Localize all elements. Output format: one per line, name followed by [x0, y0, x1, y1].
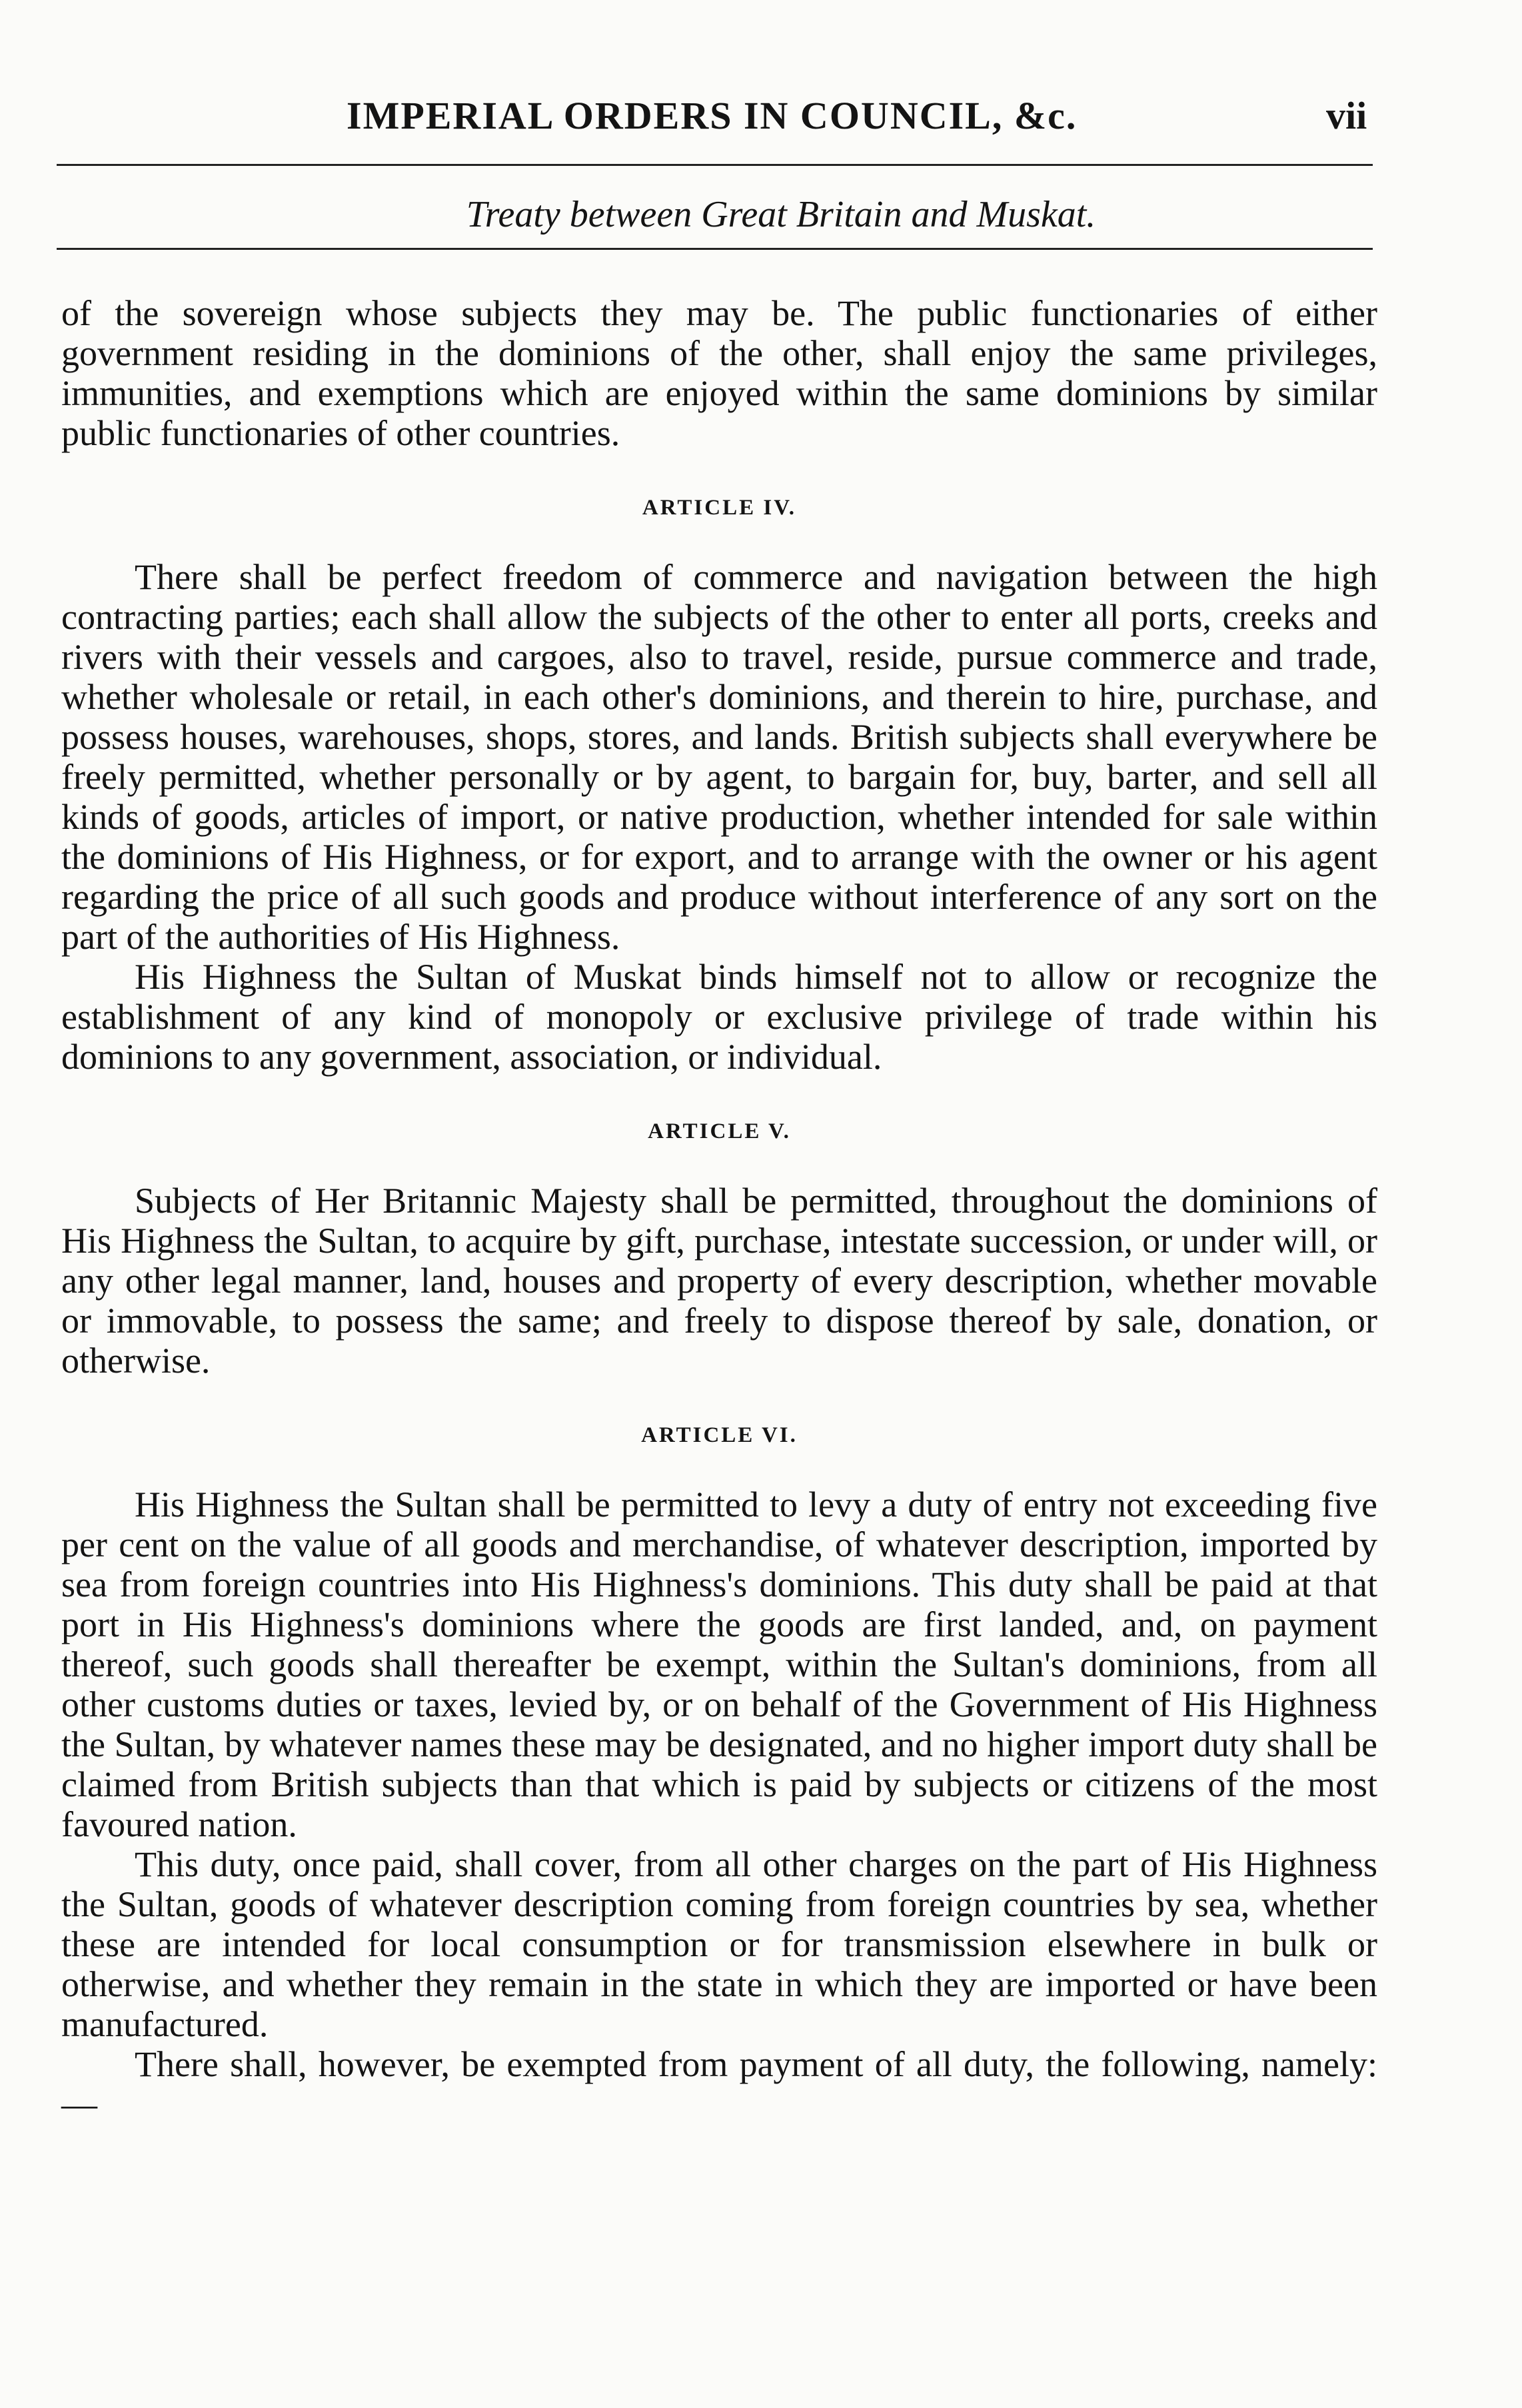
- running-title: IMPERIAL ORDERS IN COUNCIL, &c.: [347, 94, 1078, 137]
- article-6-paragraph-1: His Highness the Sultan shall be permitted to levy a duty of entry not exceeding five per cent on the value of all goods and merchandise, of whatever description, imported by sea from foreign countries into His Highness's dominions. This duty shall be paid at that port in His Highness's dominions where the goods are first landed, and, on payment thereof, such goods shall thereafter be exempt, within the Sultan's dominions, from all other customs duties or taxes, levied by, or on behalf of the Government of His Highness the Sultan, by whatever names these may be designated, and no higher import duty shall be claimed from British subjects than that which is paid by subjects or citizens of the most favoured nation.: [61, 1485, 1377, 1844]
- header-rule-bottom: [57, 248, 1373, 250]
- continuation-paragraph: of the sovereign whose subjects they may be. The public functionaries of either government residing in the dominions of the other, shall enjoy the same privileges, immunities, and exemptions which are enjoyed within the same dominions by similar public functionaries of other countries.: [61, 293, 1377, 453]
- article-4-paragraph-2: His Highness the Sultan of Muskat binds himself not to allow or recognize the establishment of any kind of monopoly or exclusive privilege of trade within his dominions to any government, association, or individual.: [61, 957, 1377, 1077]
- page-number: vii: [1326, 94, 1367, 137]
- article-4-heading: ARTICLE IV.: [642, 496, 797, 520]
- article-5-heading: ARTICLE V.: [648, 1119, 791, 1143]
- article-6-paragraph-3: There shall, however, be exempted from payment of all duty, the following, namely:—: [61, 2044, 1377, 2124]
- article-6-paragraph-2: This duty, once paid, shall cover, from all other charges on the part of His Highness the Sultan, goods of whatever description coming from foreign countries by sea, whether these are intended for local consumption or for transmission elsewhere in bulk or otherwise, and whether they remain in the state in which they are imported or have been manufactured.: [61, 1844, 1377, 2044]
- document-body: [61, 293, 1377, 2124]
- header-rule-top: [57, 164, 1373, 166]
- article-5-paragraph: Subjects of Her Britannic Majesty shall be permitted, throughout the dominions of His Highness the Sultan, to acquire by gift, purchase, intestate succession, or under will, or any other legal manner, land, houses and property of every description, whether movable or immovable, to possess the same; and freely to dispose thereof by sale, donation, or otherwise.: [61, 1181, 1377, 1381]
- article-6-heading: ARTICLE VI.: [641, 1423, 798, 1447]
- treaty-subtitle: Treaty between Great Britain and Muskat.: [466, 194, 1096, 235]
- article-4-paragraph-1: There shall be perfect freedom of commerce and navigation between the high contracting parties; each shall allow the subjects of the other to enter all ports, creeks and rivers with their vessels and cargoes, also to travel, reside, pursue commerce and trade, whether wholesale or retail, in each other's dominions, and therein to hire, purchase, and possess houses, warehouses, shops, stores, and lands. British subjects shall everywhere be freely permitted, whether personally or by agent, to bargain for, buy, barter, and sell all kinds of goods, articles of import, or native production, whether intended for sale within the dominions of His Highness, or for export, and to arrange with the owner or his agent regarding the price of all such goods and produce without interference of any sort on the part of the authorities of His Highness.: [61, 557, 1377, 957]
